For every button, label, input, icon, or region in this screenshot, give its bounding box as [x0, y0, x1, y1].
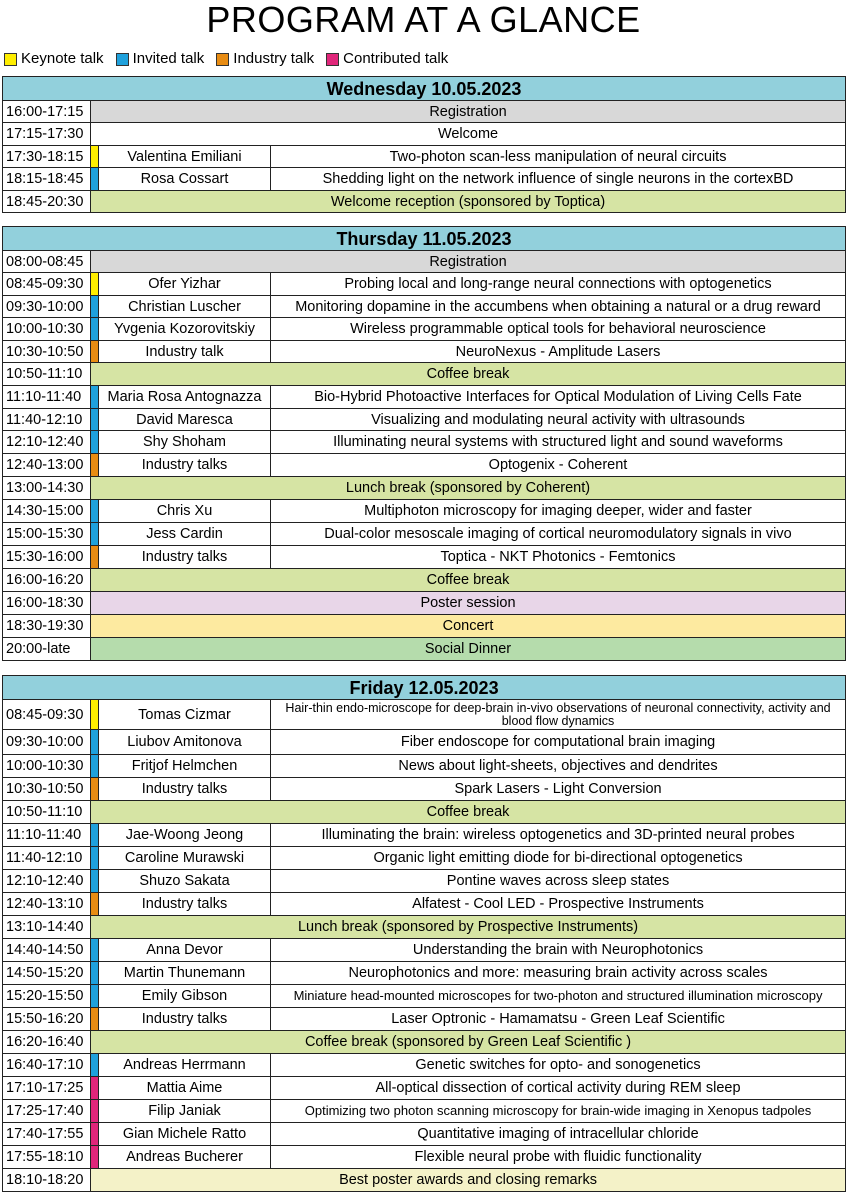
- time-cell: 15:00-15:30: [3, 523, 91, 546]
- talk-title-cell: Genetic switches for opto- and sonogenetics: [271, 1054, 846, 1077]
- talk-title-cell: Alfatest - Cool LED - Prospective Instruments: [271, 893, 846, 916]
- talk-title-cell: Illuminating neural systems with structured light and sound waveforms: [271, 431, 846, 454]
- speaker-cell: Shuzo Sakata: [99, 870, 271, 893]
- speaker-cell: Christian Luscher: [99, 296, 271, 318]
- session-cell: Welcome: [91, 123, 846, 146]
- talk-title-cell: Flexible neural probe with fluidic functionality: [271, 1146, 846, 1169]
- time-cell: 11:40-12:10: [3, 409, 91, 431]
- legend-item: [4, 50, 104, 68]
- session-cell: Lunch break (sponsored by Coherent): [91, 477, 846, 500]
- legend-swatch: [4, 53, 17, 66]
- industry-marker: [91, 778, 99, 801]
- speaker-cell: David Maresca: [99, 409, 271, 431]
- talk-title-cell: Organic light emitting diode for bi-directional optogenetics: [271, 847, 846, 870]
- talk-title-cell: Quantitative imaging of intracellular chloride: [271, 1123, 846, 1146]
- invited-marker: [91, 870, 99, 893]
- speaker-cell: Maria Rosa Antognazza: [99, 386, 271, 409]
- session-cell: Lunch break (sponsored by Prospective Instruments): [91, 916, 846, 939]
- invited-marker: [91, 431, 99, 454]
- industry-marker: [91, 341, 99, 363]
- industry-marker: [91, 1008, 99, 1031]
- talk-title-cell: Optogenix - Coherent: [271, 454, 846, 477]
- talk-title-cell: Wireless programmable optical tools for behavioral neuroscience: [271, 318, 846, 341]
- speaker-cell: Chris Xu: [99, 500, 271, 523]
- contributed-marker: [91, 1077, 99, 1100]
- program-row: [3, 273, 846, 296]
- time-cell: 16:00-17:15: [3, 101, 91, 123]
- program-row: [3, 615, 846, 638]
- time-cell: 17:25-17:40: [3, 1100, 91, 1123]
- session-cell: Welcome reception (sponsored by Toptica): [91, 191, 846, 213]
- invited-marker: [91, 755, 99, 778]
- program-row: [3, 454, 846, 477]
- talk-title-cell: Probing local and long-range neural connections with optogenetics: [271, 273, 846, 296]
- talk-title-cell: NeuroNexus - Amplitude Lasers: [271, 341, 846, 363]
- speaker-cell: Anna Devor: [99, 939, 271, 962]
- day-header-row: [3, 227, 846, 251]
- legend-item: [216, 50, 314, 68]
- talk-title-cell: Optimizing two photon scanning microscopy for brain-wide imaging in Xenopus tadpoles: [271, 1100, 846, 1123]
- program-row: [3, 546, 846, 569]
- program-row: [3, 569, 846, 592]
- program-row: [3, 146, 846, 168]
- time-cell: 15:20-15:50: [3, 985, 91, 1008]
- invited-marker: [91, 824, 99, 847]
- time-cell: 18:45-20:30: [3, 191, 91, 213]
- time-cell: 16:00-16:20: [3, 569, 91, 592]
- keynote-marker: [91, 273, 99, 296]
- speaker-cell: Gian Michele Ratto: [99, 1123, 271, 1146]
- day-header: Wednesday 10.05.2023: [3, 77, 846, 101]
- program-row: [3, 755, 846, 778]
- session-cell: Poster session: [91, 592, 846, 615]
- time-cell: 11:10-11:40: [3, 824, 91, 847]
- time-cell: 11:10-11:40: [3, 386, 91, 409]
- time-cell: 17:30-18:15: [3, 146, 91, 168]
- talk-title-cell: Multiphoton microscopy for imaging deeper, wider and faster: [271, 500, 846, 523]
- program-row: [3, 824, 846, 847]
- session-cell: Registration: [91, 251, 846, 273]
- session-cell: Best poster awards and closing remarks: [91, 1169, 846, 1192]
- program-row: [3, 409, 846, 431]
- speaker-cell: Shy Shoham: [99, 431, 271, 454]
- speaker-cell: Martin Thunemann: [99, 962, 271, 985]
- session-cell: Registration: [91, 101, 846, 123]
- program-row: [3, 431, 846, 454]
- program-row: [3, 363, 846, 386]
- speaker-cell: Andreas Bucherer: [99, 1146, 271, 1169]
- program-row: [3, 251, 846, 273]
- legend-label: Contributed talk: [343, 50, 449, 67]
- day-header-row: [3, 676, 846, 700]
- day-header: Friday 12.05.2023: [3, 676, 846, 700]
- invited-marker: [91, 847, 99, 870]
- speaker-cell: Mattia Aime: [99, 1077, 271, 1100]
- talk-title-cell: Monitoring dopamine in the accumbens when obtaining a natural or a drug reward: [271, 296, 846, 318]
- session-cell: Coffee break: [91, 363, 846, 386]
- program-row: [3, 1031, 846, 1054]
- keynote-marker: [91, 146, 99, 168]
- talk-title-cell: News about light-sheets, objectives and dendrites: [271, 755, 846, 778]
- invited-marker: [91, 985, 99, 1008]
- program-row: [3, 101, 846, 123]
- talk-title-cell: Fiber endoscope for computational brain imaging: [271, 730, 846, 755]
- legend-label: Invited talk: [132, 50, 205, 67]
- invited-marker: [91, 962, 99, 985]
- legend-swatch: [116, 53, 129, 66]
- time-cell: 12:10-12:40: [3, 431, 91, 454]
- time-cell: 09:30-10:00: [3, 296, 91, 318]
- speaker-cell: Yvgenia Kozorovitskiy: [99, 318, 271, 341]
- time-cell: 14:40-14:50: [3, 939, 91, 962]
- program-row: [3, 916, 846, 939]
- talk-title-cell: All-optical dissection of cortical activity during REM sleep: [271, 1077, 846, 1100]
- day-table: [2, 675, 846, 1192]
- program-row: [3, 962, 846, 985]
- invited-marker: [91, 730, 99, 755]
- time-cell: 12:10-12:40: [3, 870, 91, 893]
- speaker-cell: Tomas Cizmar: [99, 700, 271, 730]
- invited-marker: [91, 296, 99, 318]
- program-row: [3, 477, 846, 500]
- invited-marker: [91, 1054, 99, 1077]
- speaker-cell: Andreas Herrmann: [99, 1054, 271, 1077]
- program-row: [3, 1100, 846, 1123]
- time-cell: 08:00-08:45: [3, 251, 91, 273]
- time-cell: 10:00-10:30: [3, 318, 91, 341]
- speaker-cell: Industry talks: [99, 454, 271, 477]
- time-cell: 18:30-19:30: [3, 615, 91, 638]
- time-cell: 18:15-18:45: [3, 168, 91, 191]
- invited-marker: [91, 500, 99, 523]
- keynote-marker: [91, 700, 99, 730]
- page-title: PROGRAM AT A GLANCE: [206, 0, 641, 40]
- speaker-cell: Fritjof Helmchen: [99, 755, 271, 778]
- time-cell: 17:15-17:30: [3, 123, 91, 146]
- time-cell: 08:45-09:30: [3, 700, 91, 730]
- time-cell: 10:50-11:10: [3, 363, 91, 386]
- day-header: Thursday 11.05.2023: [3, 227, 846, 251]
- day-table: [2, 226, 846, 661]
- invited-marker: [91, 939, 99, 962]
- time-cell: 15:50-16:20: [3, 1008, 91, 1031]
- time-cell: 15:30-16:00: [3, 546, 91, 569]
- program-row: [3, 730, 846, 755]
- speaker-cell: Industry talks: [99, 1008, 271, 1031]
- speaker-cell: Filip Janiak: [99, 1100, 271, 1123]
- talk-title-cell: Laser Optronic - Hamamatsu - Green Leaf Scientific: [271, 1008, 846, 1031]
- program-row: [3, 893, 846, 916]
- program-row: [3, 638, 846, 661]
- program-row: [3, 318, 846, 341]
- invited-marker: [91, 168, 99, 191]
- program-row: [3, 778, 846, 801]
- program-row: [3, 1008, 846, 1031]
- program-row: [3, 1054, 846, 1077]
- talk-title-cell: Illuminating the brain: wireless optogenetics and 3D-printed neural probes: [271, 824, 846, 847]
- speaker-cell: Industry talks: [99, 893, 271, 916]
- time-cell: 13:10-14:40: [3, 916, 91, 939]
- time-cell: 14:50-15:20: [3, 962, 91, 985]
- program-row: [3, 1077, 846, 1100]
- legend-label: Industry talk: [233, 50, 315, 67]
- session-cell: Coffee break: [91, 801, 846, 824]
- program-row: [3, 500, 846, 523]
- time-cell: 10:30-10:50: [3, 341, 91, 363]
- legend-item: [326, 50, 448, 68]
- legend: [4, 50, 460, 68]
- time-cell: 20:00-late: [3, 638, 91, 661]
- industry-marker: [91, 893, 99, 916]
- legend-item: [116, 50, 205, 68]
- time-cell: 11:40-12:10: [3, 847, 91, 870]
- day-table: [2, 76, 846, 213]
- talk-title-cell: Understanding the brain with Neurophotonics: [271, 939, 846, 962]
- program-row: [3, 168, 846, 191]
- time-cell: 16:20-16:40: [3, 1031, 91, 1054]
- program-row: [3, 870, 846, 893]
- program-row: [3, 700, 846, 730]
- time-cell: 18:10-18:20: [3, 1169, 91, 1192]
- invited-marker: [91, 386, 99, 409]
- legend-swatch: [216, 53, 229, 66]
- talk-title-cell: Neurophotonics and more: measuring brain activity across scales: [271, 962, 846, 985]
- program-row: [3, 939, 846, 962]
- industry-marker: [91, 546, 99, 569]
- speaker-cell: Emily Gibson: [99, 985, 271, 1008]
- time-cell: 14:30-15:00: [3, 500, 91, 523]
- time-cell: 13:00-14:30: [3, 477, 91, 500]
- program-row: [3, 1123, 846, 1146]
- time-cell: 10:30-10:50: [3, 778, 91, 801]
- contributed-marker: [91, 1100, 99, 1123]
- day-header-row: [3, 77, 846, 101]
- speaker-cell: Jae-Woong Jeong: [99, 824, 271, 847]
- time-cell: 17:40-17:55: [3, 1123, 91, 1146]
- invited-marker: [91, 318, 99, 341]
- industry-marker: [91, 454, 99, 477]
- program-row: [3, 386, 846, 409]
- program-row: [3, 1169, 846, 1192]
- invited-marker: [91, 523, 99, 546]
- speaker-cell: Rosa Cossart: [99, 168, 271, 191]
- contributed-marker: [91, 1146, 99, 1169]
- session-cell: Social Dinner: [91, 638, 846, 661]
- speaker-cell: Valentina Emiliani: [99, 146, 271, 168]
- program-row: [3, 985, 846, 1008]
- legend-label: Keynote talk: [21, 50, 104, 67]
- speaker-cell: Ofer Yizhar: [99, 273, 271, 296]
- program-row: [3, 523, 846, 546]
- speaker-cell: Industry talks: [99, 546, 271, 569]
- time-cell: 09:30-10:00: [3, 730, 91, 755]
- program-row: [3, 296, 846, 318]
- time-cell: 16:00-18:30: [3, 592, 91, 615]
- time-cell: 17:10-17:25: [3, 1077, 91, 1100]
- time-cell: 10:00-10:30: [3, 755, 91, 778]
- session-cell: Coffee break: [91, 569, 846, 592]
- talk-title-cell: Pontine waves across sleep states: [271, 870, 846, 893]
- program-row: [3, 592, 846, 615]
- talk-title-cell: Spark Lasers - Light Conversion: [271, 778, 846, 801]
- talk-title-cell: Dual-color mesoscale imaging of cortical neuromodulatory signals in vivo: [271, 523, 846, 546]
- talk-title-cell: Shedding light on the network influence of single neurons in the cortexBD: [271, 168, 846, 191]
- speaker-cell: Industry talks: [99, 778, 271, 801]
- time-cell: 08:45-09:30: [3, 273, 91, 296]
- talk-title-cell: Hair-thin endo-microscope for deep-brain in-vivo observations of neuronal connectivity, activity and blood flow dynamics: [271, 700, 846, 730]
- session-cell: Concert: [91, 615, 846, 638]
- program-row: [3, 1146, 846, 1169]
- time-cell: 17:55-18:10: [3, 1146, 91, 1169]
- speaker-cell: Industry talk: [99, 341, 271, 363]
- program-row: [3, 801, 846, 824]
- time-cell: 12:40-13:10: [3, 893, 91, 916]
- program-row: [3, 847, 846, 870]
- speaker-cell: Liubov Amitonova: [99, 730, 271, 755]
- talk-title-cell: Bio-Hybrid Photoactive Interfaces for Optical Modulation of Living Cells Fate: [271, 386, 846, 409]
- speaker-cell: Jess Cardin: [99, 523, 271, 546]
- program-row: [3, 191, 846, 213]
- talk-title-cell: Toptica - NKT Photonics - Femtonics: [271, 546, 846, 569]
- time-cell: 12:40-13:00: [3, 454, 91, 477]
- contributed-marker: [91, 1123, 99, 1146]
- program-row: [3, 123, 846, 146]
- session-cell: Coffee break (sponsored by Green Leaf Scientific ): [91, 1031, 846, 1054]
- time-cell: 10:50-11:10: [3, 801, 91, 824]
- legend-swatch: [326, 53, 339, 66]
- talk-title-cell: Two-photon scan-less manipulation of neural circuits: [271, 146, 846, 168]
- talk-title-cell: Visualizing and modulating neural activity with ultrasounds: [271, 409, 846, 431]
- program-row: [3, 341, 846, 363]
- speaker-cell: Caroline Murawski: [99, 847, 271, 870]
- invited-marker: [91, 409, 99, 431]
- time-cell: 16:40-17:10: [3, 1054, 91, 1077]
- talk-title-cell: Miniature head-mounted microscopes for two-photon and structured illumination microscopy: [271, 985, 846, 1008]
